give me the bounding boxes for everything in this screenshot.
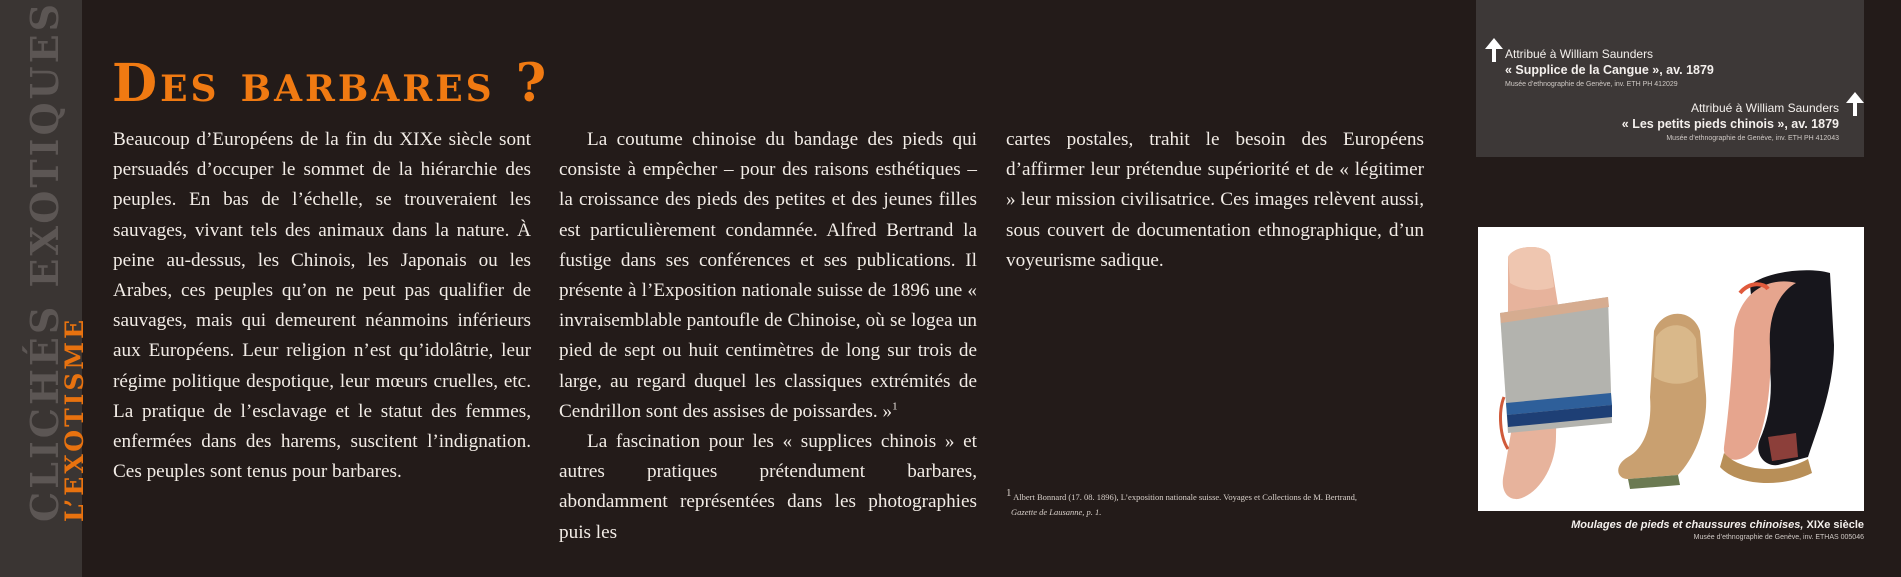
bound-feet-casts-illustration [1478,227,1864,511]
series-title: CLICHÉS EXOTIQUES [22,0,67,522]
text-column-3 [1006,125,1424,276]
paragraph: Beaucoup d’Européens de la fin du XIXe siècle sont persuadés d’occuper le sommet de la hiérarchie des peuples. En bas de l’échelle, se trouveraient les sauvages, vivant tels des animaux dans la nature. À peine au-dessus, les Chinois, les Japonais ou les Arabes, ces peuples qu’on ne peut pas qualifier de sauvages, mais qui demeurent néanmoins inférieurs aux Européens. Leur religion n’est qu’idolâtrie, leur régime politique despotique, leur mœurs cruelles, etc. La pratique de l’esclavage et le statut des femmes, enfermées dans des harems, suscitent l’indignation. Ces peuples sont tenus pour barbares. [113,129,531,483]
credit-author: Attribué à William Saunders [1505,47,1654,61]
photo-credits-box [1476,0,1864,157]
foot-cast [1500,247,1612,499]
footnote-mark: 1 [1006,487,1012,500]
text-column-1 [113,125,531,487]
photo-credit [1505,46,1714,90]
caption-title-text: Moulages de pieds et chaussures chinoises, [1571,519,1804,531]
photo-caption [1571,518,1864,543]
footnote-source: Gazette de Lausanne, p. 1. [1011,507,1102,517]
footnote-line [1006,487,1426,505]
paragraph: cartes postales, trahit le besoin des Européens d’affirmer leur prétendue supériorité et de « légitimer » leur mission civilisatrice. Ces images relèvent aussi, sous couvert de documentation ethnographique, d’un voyeurisme sadique. [1006,129,1424,271]
caption-institution: Musée d’ethnographie de Genève, inv. ETHAS 005046 [1693,534,1864,541]
slipper [1618,314,1706,489]
shoes-photo [1478,227,1864,511]
footnote-reference: 1 [892,400,898,413]
credit-work: « Supplice de la Cangue », av. 1879 [1505,63,1714,77]
page-title: Des barbares ? [112,53,550,114]
theme-title: L’EXOTISME [60,316,89,522]
credit-institution: Musée d’ethnographie de Genève, inv. ETH PH 412043 [1666,135,1839,142]
up-arrow-icon [1846,92,1864,116]
text-column-2 [559,125,977,548]
footnote [1006,487,1426,520]
footnote-text: Albert Bonnard (17. 08. 1896), L’exposition nationale suisse. Voyages et Collections de M. Bertrand, [1013,492,1357,502]
paragraph-text: La coutume chinoise du bandage des pieds qui consiste à empêcher – pour des raisons esthétiques – la croissance des pieds des petites et des jeunes filles est particulièrement condamnée. Alfred Bertrand la fustige dans ses conférences et ses publications. Il présente à l’Exposition nationale suisse de 1896 une « invraisemblable pantoufle de Chinoise, où se logea un pied de sept ou huit centimètres de long sur trois de large, au regard duquel les classiques extrémités de Cendrillon sont des assises de poissardes. » [559,129,977,422]
credit-author: Attribué à William Saunders [1690,101,1839,115]
paragraph [559,125,977,427]
embroidered-shoe [1720,270,1834,483]
caption-title [1571,518,1864,533]
photo-credit [1622,100,1839,144]
credit-work: « Les petits pieds chinois », av. 1879 [1621,117,1839,131]
credit-institution: Musée d’ethnographie de Genève, inv. ETH PH 412029 [1505,81,1678,88]
caption-century: XIXe siècle [1806,519,1864,531]
up-arrow-icon [1485,38,1503,62]
paragraph: La fascination pour les « supplices chinois » et autres pratiques prétendument barbares, abondamment représentées dans les photographies puis les [559,431,977,543]
